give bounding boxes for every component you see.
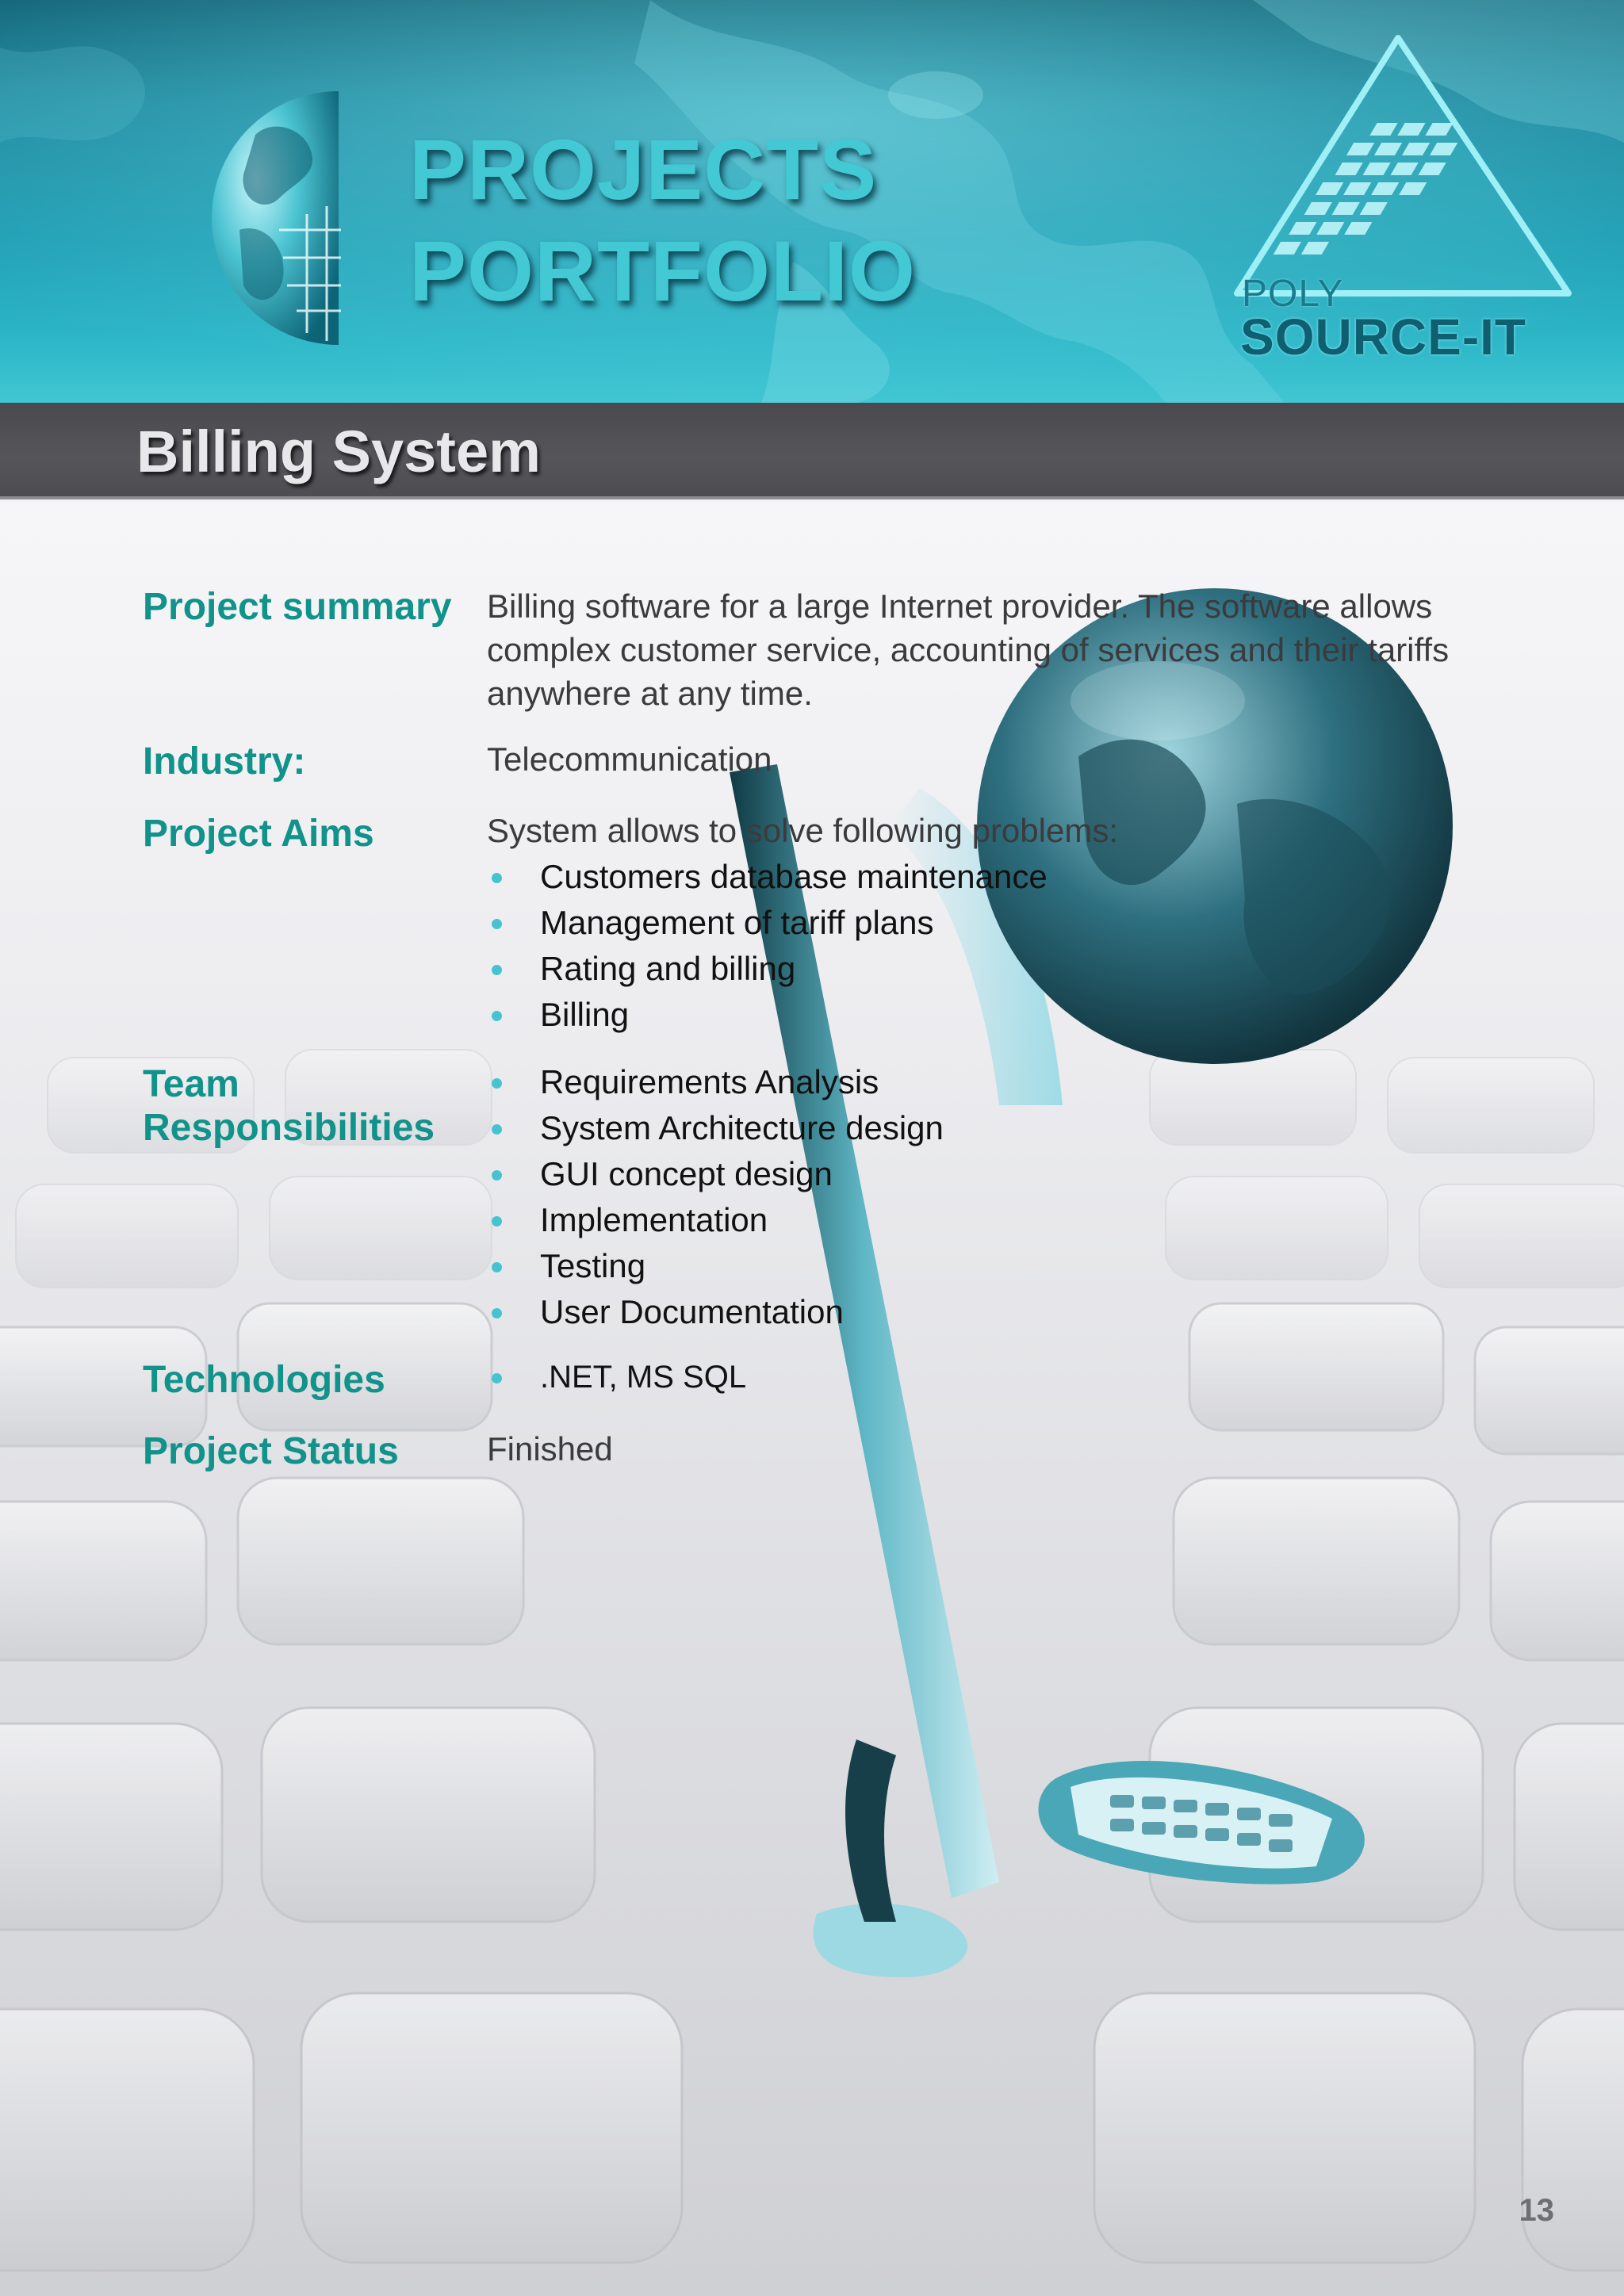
list-item — [487, 1243, 944, 1289]
banner-title-line-1: PROJECTS — [409, 121, 878, 217]
industry-label: Industry: — [143, 740, 306, 783]
aim-item-text: Management of tariff plans — [540, 904, 934, 941]
project-title: Billing System — [136, 419, 541, 484]
responsibility-item-text: User Documentation — [540, 1293, 844, 1330]
responsibility-item-text: GUI concept design — [540, 1155, 833, 1192]
bullet-icon — [492, 873, 502, 883]
responsibility-item-text: Implementation — [540, 1201, 768, 1238]
project-status-label: Project Status — [143, 1430, 399, 1472]
project-summary-line-2: complex customer service, accounting of services and their tariffs — [487, 631, 1450, 668]
project-aims-intro: System allows to solve following problems: — [487, 812, 1118, 849]
bullet-icon — [492, 1308, 502, 1318]
responsibility-item-text: Testing — [540, 1247, 646, 1284]
aim-item-text: Billing — [540, 996, 630, 1033]
technologies-list — [487, 1354, 746, 1400]
bullet-icon — [492, 1124, 502, 1135]
technologies-label: Technologies — [143, 1359, 385, 1401]
team-responsibilities-label-line-1: Team — [143, 1063, 239, 1105]
bullet-icon — [492, 965, 502, 975]
list-item — [487, 854, 1048, 900]
bullet-icon — [492, 1078, 502, 1089]
list-item — [487, 1059, 944, 1105]
project-aims-label: Project Aims — [143, 813, 374, 855]
list-item — [487, 992, 1048, 1038]
list-item — [487, 1289, 944, 1335]
logo-text-poly: POLY — [1242, 273, 1344, 315]
list-item — [487, 946, 1048, 992]
bullet-icon — [492, 919, 502, 929]
project-status-value: Finished — [487, 1430, 613, 1468]
project-summary-line-1: Billing software for a large Internet provider. The software allows — [487, 587, 1433, 625]
aim-item-text: Customers database maintenance — [540, 858, 1048, 895]
list-item — [487, 900, 1048, 946]
team-responsibilities-list — [487, 1059, 944, 1335]
bullet-icon — [492, 1373, 502, 1383]
team-responsibilities-label-line-2: Responsibilities — [143, 1107, 435, 1149]
list-item — [487, 1354, 746, 1400]
page-number: 13 — [1519, 2193, 1554, 2228]
bullet-icon — [492, 1011, 502, 1021]
bullet-icon — [492, 1262, 502, 1272]
bullet-icon — [492, 1216, 502, 1226]
list-item — [487, 1197, 944, 1243]
logo-text-source-it: SOURCE-IT — [1240, 308, 1526, 365]
project-aims-list — [487, 854, 1048, 1038]
project-summary-line-3: anywhere at any time. — [487, 675, 813, 712]
project-summary-label: Project summary — [143, 586, 452, 628]
responsibility-item-text: System Architecture design — [540, 1109, 944, 1146]
technology-item-text: .NET, MS SQL — [540, 1360, 747, 1395]
industry-value: Telecommunication — [487, 740, 772, 778]
responsibility-item-text: Requirements Analysis — [540, 1063, 879, 1100]
list-item — [487, 1151, 944, 1197]
aim-item-text: Rating and billing — [540, 950, 796, 987]
bullet-icon — [492, 1170, 502, 1181]
list-item — [487, 1105, 944, 1151]
banner-title-line-2: PORTFOLIO — [409, 223, 916, 319]
